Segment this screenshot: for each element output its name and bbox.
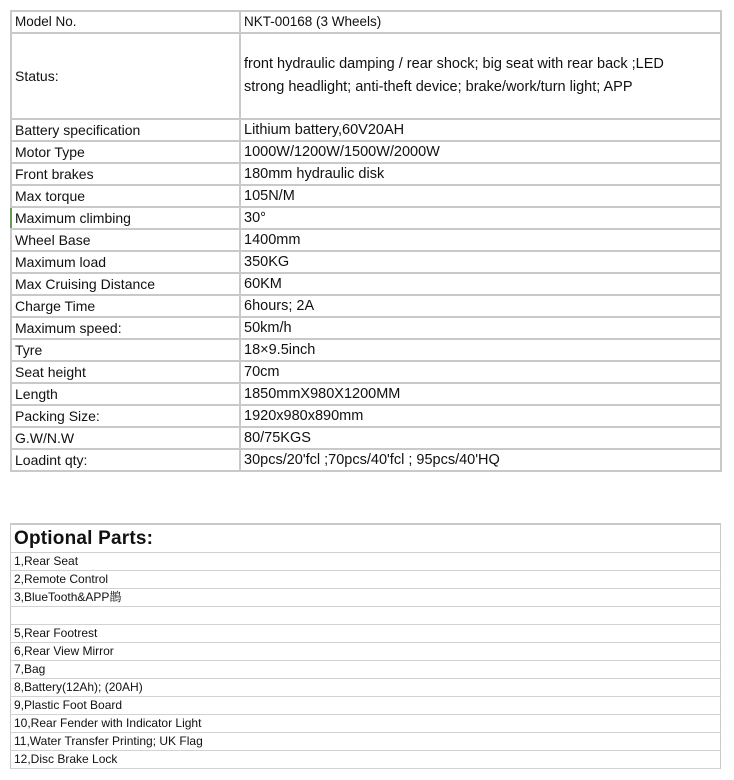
- spec-row: [11, 427, 721, 449]
- spec-label: Length: [11, 383, 240, 405]
- optional-parts-title: Optional Parts:: [10, 525, 721, 553]
- spec-label: Model No.: [11, 11, 240, 33]
- spec-label: Loadint qty:: [11, 449, 240, 471]
- optional-part-item: 6,Rear View Mirror: [10, 643, 721, 661]
- spec-row: [11, 405, 721, 427]
- spec-label: Max Cruising Distance: [11, 273, 240, 295]
- spec-label: Tyre: [11, 339, 240, 361]
- spec-value: 6hours; 2A: [240, 295, 721, 317]
- spec-value: NKT-00168 (3 Wheels): [240, 11, 721, 33]
- spec-label: Packing Size:: [11, 405, 240, 427]
- spec-value: 50km/h: [240, 317, 721, 339]
- optional-part-item: 11,Water Transfer Printing; UK Flag: [10, 733, 721, 751]
- spec-value: 60KM: [240, 273, 721, 295]
- spec-label: G.W/N.W: [11, 427, 240, 449]
- optional-parts-list: [10, 523, 721, 769]
- spec-label: Battery specification: [11, 119, 240, 141]
- spec-row: [11, 361, 721, 383]
- spec-row: [11, 295, 721, 317]
- spec-row: [11, 141, 721, 163]
- optional-part-item: [10, 607, 721, 625]
- optional-part-item: 2,Remote Control: [10, 571, 721, 589]
- optional-part-item: 1,Rear Seat: [10, 553, 721, 571]
- spec-row: [11, 251, 721, 273]
- spec-value: 180mm hydraulic disk: [240, 163, 721, 185]
- spec-row-model: [11, 11, 721, 33]
- optional-part-item: 3,BlueTooth&APP鵲: [10, 589, 721, 607]
- spec-row: [11, 273, 721, 295]
- spec-value: 1850mmX980X1200MM: [240, 383, 721, 405]
- spec-row: [11, 383, 721, 405]
- spec-label: Maximum climbing: [11, 207, 240, 229]
- spec-row: [11, 207, 721, 229]
- spec-value: Lithium battery,60V20AH: [240, 119, 721, 141]
- optional-part-item: 12,Disc Brake Lock: [10, 751, 721, 769]
- optional-part-item: 5,Rear Footrest: [10, 625, 721, 643]
- spec-value: front hydraulic damping / rear shock; big seat with rear back ;LED strong headlight; anti-theft device; brake/work/turn light; APP: [240, 33, 721, 119]
- spec-value: 350KG: [240, 251, 721, 273]
- spec-value: 1400mm: [240, 229, 721, 251]
- specs-table: [10, 10, 722, 472]
- spec-label: Maximum load: [11, 251, 240, 273]
- spec-value: 30pcs/20'fcl ;70pcs/40'fcl ; 95pcs/40'HQ: [240, 449, 721, 471]
- spec-value: 1000W/1200W/1500W/2000W: [240, 141, 721, 163]
- spec-row: [11, 119, 721, 141]
- spec-row: [11, 229, 721, 251]
- optional-part-item: 9,Plastic Foot Board: [10, 697, 721, 715]
- spec-label: Motor Type: [11, 141, 240, 163]
- spec-label: Seat height: [11, 361, 240, 383]
- spec-value: 1920x980x890mm: [240, 405, 721, 427]
- spec-row: [11, 163, 721, 185]
- optional-part-item: 8,Battery(12Ah); (20AH): [10, 679, 721, 697]
- spec-label: Front brakes: [11, 163, 240, 185]
- spec-row: [11, 185, 721, 207]
- spec-value: 105N/M: [240, 185, 721, 207]
- spec-row-status: [11, 33, 721, 119]
- spec-label: Maximum speed:: [11, 317, 240, 339]
- spec-row: [11, 339, 721, 361]
- optional-part-item: 7,Bag: [10, 661, 721, 679]
- spec-value: 70cm: [240, 361, 721, 383]
- spec-label: Charge Time: [11, 295, 240, 317]
- spec-label: Wheel Base: [11, 229, 240, 251]
- spec-label: Max torque: [11, 185, 240, 207]
- spec-label: Status:: [11, 33, 240, 119]
- optional-part-item: 10,Rear Fender with Indicator Light: [10, 715, 721, 733]
- spec-row: [11, 317, 721, 339]
- spec-value: 18×9.5inch: [240, 339, 721, 361]
- spec-value: 80/75KGS: [240, 427, 721, 449]
- spec-row: [11, 449, 721, 471]
- spec-value: 30°: [240, 207, 721, 229]
